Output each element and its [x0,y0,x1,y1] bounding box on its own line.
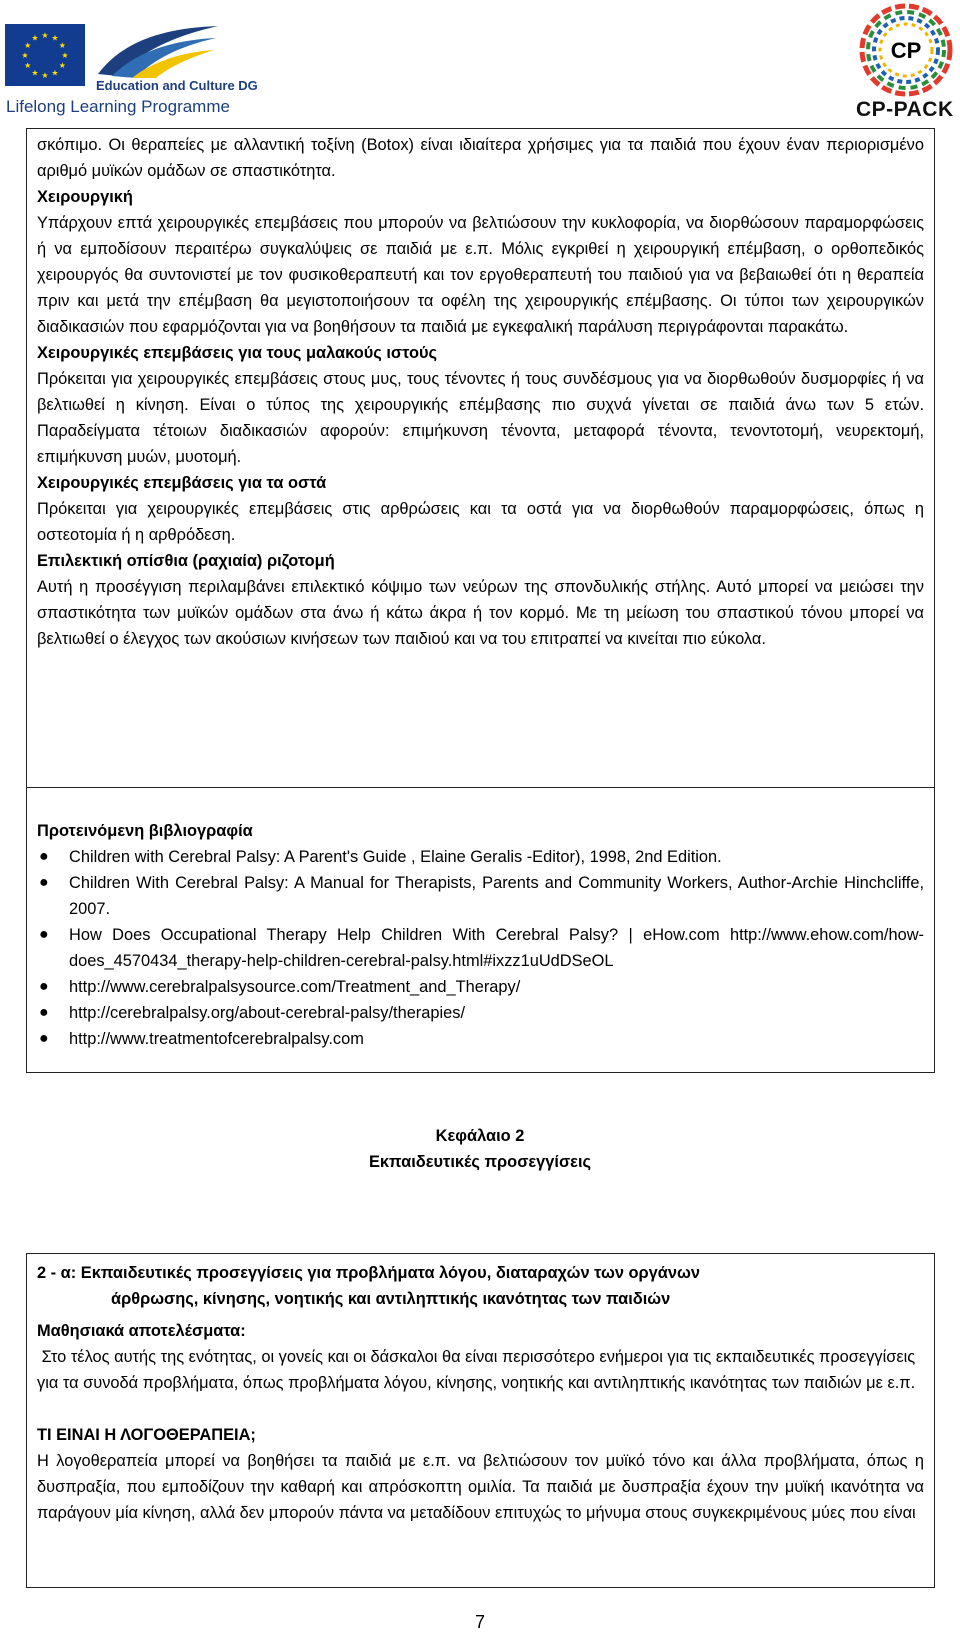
heading-rhizotomy: Επιλεκτική οπίσθια (ραχιαία) ριζοτομή [37,552,335,570]
bullet-icon: ● [39,1004,49,1021]
bullet-icon: ● [39,874,49,891]
page-number: 7 [474,1612,485,1632]
speech-therapy-text: Η λογοθεραπεία μπορεί να βοηθήσει τα παιδιά με ε.π. να βελτιώσουν τον μυϊκό τόνο και άλλα προβλήματα, όπως η δυσπραξία, που εμποδίζουν την καθαρή και απρόσκοπτη ομιλία. Τα παιδιά με δυσπραξία έχουν την μυϊκή ικανότητα να παράγουν μία κίνηση, αλλά δεν μπορούν πάντα να μεταδίδουν επιτυχώς το μήνυμα στους συγκεκριμένους μύες που είναι [37,1452,924,1522]
section-title-line2: άρθρωσης, κίνησης, νοητικής και αντιληπτικής ικανότητας των παιδιών [111,1290,671,1308]
paragraph-soft-tissue: Πρόκειται για χειρουργικές επεμβάσεις στους μυς, τους τένοντες ή τους συνδέσμους για να διορθωθούν δυσμορφίες ή να βελτιωθεί η κίνηση. Είναι ο τύπος της χειρουργικής επέμβασης πιο συχνά γίνεται σε παιδιά άνω των 5 ετών. Παραδείγματα τέτοιων διαδικασιών αφορούν: επιμήκυνση τένοντα, μεταφορά τένοντα, τενοντοτομή, νευρεκτομή, επιμήκυνση μυών, μυοτομή. [37,370,924,466]
bibliography-list [37,844,924,1052]
bibliography-item-text: How Does Occupational Therapy Help Children With Cerebral Palsy? | eHow.com http://www.ehow.com/how-does_4570434_therapy-help-children-cerebral-palsy.html#ixzz1uUdDSeOL [69,926,924,970]
bibliography-item [37,1000,924,1026]
section-title [37,1260,924,1312]
bibliography-item-text: http://cerebralpalsy.org/about-cerebral-palsy/therapies/ [69,1004,466,1022]
paragraph-bone: Πρόκειται για χειρουργικές επεμβάσεις στις αρθρώσεις και τα οστά για να διορθωθούν παραμορφώσεις, όπως η οστεοτομία ή η αρθρόδεση. [37,500,924,544]
box-divider [27,787,934,1052]
eu-star-icon: ★ [31,68,39,78]
eu-star-icon: ★ [41,71,49,80]
bibliography-item-text: http://www.treatmentofcerebralpalsy.com [69,1030,364,1048]
eu-star-icon: ★ [21,51,29,60]
outcomes-heading: Μαθησιακά αποτελέσματα: [37,1322,246,1340]
eu-star-icon: ★ [51,68,59,78]
eu-star-icon: ★ [51,33,59,43]
bibliography-item [37,1026,924,1052]
education-culture-dg-logo [92,22,222,80]
content-box-education [26,1253,935,1588]
bibliography-item [37,922,924,974]
paragraph-botox: σκόπιμο. Οι θεραπείες με αλλαντική τοξίνη (Botox) είναι ιδιαίτερα χρήσιμες για τα παιδιά που έχουν έναν περιορισμένο αριθμό μυϊκών ομάδων σε σπαστικότητα. [37,136,924,180]
bibliography-item-text: Children With Cerebral Palsy: A Manual for Therapists, Parents and Community Workers, Author-Archie Hinchcliffe, 2007. [69,874,924,918]
bullet-icon: ● [39,1030,49,1047]
eu-flag-logo [5,24,85,86]
bibliography-title: Προτεινόμενη βιβλιογραφία [37,822,253,840]
chapter-label: Κεφάλαιο 2 [435,1127,525,1145]
content-box-surgery [26,128,935,1073]
bullet-icon: ● [39,848,49,865]
eu-star-icon: ★ [24,41,32,50]
eu-star-icon: ★ [58,41,66,50]
bibliography-item [37,870,924,922]
section-title-line1: 2 - α: Εκπαιδευτικές προσεγγίσεις για προβλήματα λόγου, διαταραχών των οργάνων [37,1264,700,1282]
program-label: Lifelong Learning Programme [6,97,230,116]
heading-soft-tissue: Χειρουργικές επεμβάσεις για τους μαλακούς ιστούς [37,344,438,362]
paragraph-rhizotomy: Αυτή η προσέγγιση περιλαμβάνει επιλεκτικό κόψιμο των νεύρων της σπονδυλικής στήλης. Αυτό μπορεί να μειώσει την σπαστικότητα των μυϊκών ομάδων στα άνω ή κάτω άκρα ή τον κορμό. Με τη μείωση του σπαστικού τόνου μπορεί να βελτιωθεί ο έλεγχος των ακούσιων κινήσεων των παιδιού και να του επιτραπεί να κινείται πιο εύκολα. [37,578,924,648]
outcomes-text: Στο τέλος αυτής της ενότητας, οι γονείς και οι δάσκαλοι θα είναι περισσότερο ενήμεροι για τις εκπαιδευτικές προσεγγίσεις για τα συνοδά προβλήματα, όπως προβλήματα λόγου, κίνησης, νοητικής και αντιληπτικής ικανότητας των παιδιών με ε.π. [37,1348,920,1392]
dg-label: Education and Culture DG [96,78,258,93]
eu-star-icon: ★ [31,33,39,43]
bullet-icon: ● [39,978,49,995]
chapter-title: Εκπαιδευτικές προσεγγίσεις [368,1153,592,1171]
eu-star-icon: ★ [58,61,66,70]
bullet-icon: ● [39,926,49,943]
bibliography-item [37,974,924,1000]
heading-surgery: Χειρουργική [37,188,133,206]
bibliography-item [37,844,924,870]
cp-pack-logo [858,2,954,98]
eu-star-icon: ★ [41,31,49,40]
project-logo-text: CP-PACK [856,98,954,121]
eu-star-icon: ★ [61,51,69,60]
heading-bone: Χειρουργικές επεμβάσεις για τα οστά [37,474,327,492]
eu-star-icon: ★ [24,61,32,70]
paragraph-surgery: Υπάρχουν επτά χειρουργικές επεμβάσεις που μπορούν να βελτιώσουν την κυκλοφορία, να διορθώσουν παραμορφώσεις ή να εμποδίσουν περαιτέρω συγκαλύψεις σε παιδιά με ε.π. Μόλις εγκριθεί η χειρουργική επέμβαση, ο ορθοπεδικός χειρουργός θα συντονιστεί με τον φυσικοθεραπευτή και τον εργοθεραπευτή του παιδιού για να βεβαιωθεί ότι η θεραπεία πριν και μετά την επέμβαση θα μεγιστοποιήσουν τα οφέλη της χειρουργικής επέμβασης. Οι τύποι των χειρουργικών διαδικασιών που εφαρμόζονται για να βοηθήσουν τα παιδιά με εγκεφαλική παράλυση περιγράφονται παρακάτω. [37,214,924,336]
chapter-heading [0,1123,960,1175]
speech-therapy-heading: ΤΙ ΕΙΝΑΙ Η ΛΟΓΟΘΕΡΑΠΕΙΑ; [37,1426,256,1444]
svg-text:CP: CP [890,38,922,63]
bibliography-item-text: http://www.cerebralpalsysource.com/Treatment_and_Therapy/ [69,978,521,996]
bibliography-item-text: Children with Cerebral Palsy: A Parent's Guide , Elaine Geralis -Editor), 1998, 2nd Edition. [69,848,722,866]
